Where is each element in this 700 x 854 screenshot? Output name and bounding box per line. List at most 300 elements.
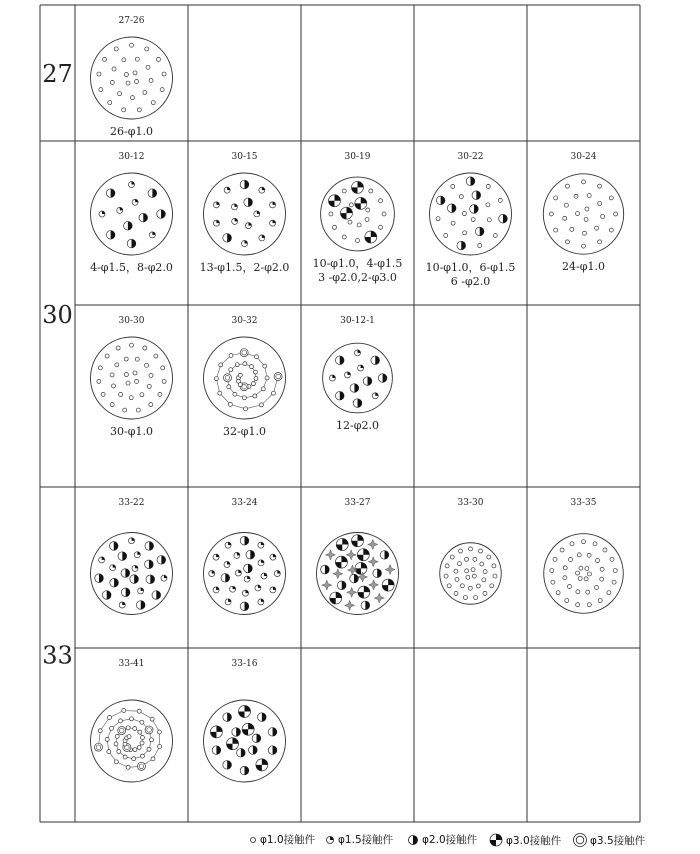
- legend-item-phi2.0: [406, 832, 477, 847]
- layout-id-label: 33-22: [118, 498, 145, 508]
- contact-a: [612, 580, 616, 584]
- contact-d: [330, 592, 342, 604]
- contact-a: [563, 216, 567, 220]
- contact-c: [106, 189, 115, 198]
- contact-e: [223, 374, 231, 382]
- contact-a: [487, 555, 491, 559]
- contact-a: [560, 548, 564, 552]
- contact-c: [337, 581, 346, 590]
- contact-a: [119, 392, 123, 396]
- contact-a: [143, 90, 147, 94]
- contact-a: [132, 757, 136, 761]
- contact-a: [105, 737, 109, 741]
- contact-c: [109, 542, 118, 551]
- contact-b: [355, 350, 361, 356]
- contact-c: [268, 746, 277, 755]
- contact-a: [158, 744, 162, 748]
- phi3.0-contact-icon: [488, 832, 504, 848]
- contact-c: [371, 356, 380, 365]
- contact-a: [97, 72, 101, 76]
- layout-cell-30-22: [426, 152, 516, 288]
- contact-a: [103, 57, 107, 61]
- contact-a: [460, 584, 464, 588]
- contact-c: [244, 564, 253, 573]
- contact-a: [229, 354, 233, 358]
- contact-b: [138, 588, 144, 594]
- contact-a: [570, 227, 574, 231]
- contact-a: [135, 79, 139, 83]
- contact-a: [161, 366, 165, 370]
- contact-a: [238, 373, 242, 377]
- contact-a: [458, 549, 462, 553]
- connector-face: [440, 543, 502, 605]
- phi1.5-contact-icon: [324, 834, 336, 846]
- contact-a: [551, 580, 555, 584]
- contact-c: [223, 234, 232, 243]
- contact-b: [213, 587, 219, 593]
- contact-a: [143, 346, 147, 350]
- layout-id-label: 30-12: [118, 152, 145, 162]
- contact-a: [108, 101, 112, 105]
- contact-a: [146, 65, 150, 69]
- contact-a: [587, 194, 591, 198]
- contact-a: [457, 562, 461, 566]
- contact-a: [564, 203, 568, 207]
- contact-a: [253, 370, 257, 374]
- contact-a: [459, 195, 463, 199]
- contact-caption: 3 -φ2.0,2-φ3.0: [318, 270, 397, 284]
- contact-a: [227, 385, 231, 389]
- contact-b: [261, 573, 267, 579]
- contact-a: [550, 569, 554, 573]
- contact-a: [123, 408, 127, 412]
- contact-a: [135, 379, 139, 383]
- contact-a: [145, 363, 149, 367]
- contact-b: [345, 372, 351, 378]
- contact-caption: 10-φ1.0，6-φ1.5: [425, 261, 516, 274]
- contact-a: [556, 591, 560, 595]
- contact-a: [486, 184, 490, 188]
- phi3.5-contact-icon: [572, 832, 588, 848]
- contact-a: [582, 244, 586, 248]
- contact-c: [118, 552, 127, 561]
- contact-a: [110, 726, 114, 730]
- contact-a: [587, 553, 591, 557]
- contact-d: [242, 723, 254, 735]
- contact-a: [129, 396, 133, 400]
- contact-a: [486, 203, 490, 207]
- contact-a: [483, 570, 487, 574]
- contact-b: [329, 375, 335, 381]
- contact-a: [369, 189, 373, 193]
- contact-c: [268, 728, 277, 737]
- contact-a: [140, 741, 144, 745]
- contact-c: [466, 177, 475, 186]
- contact-a: [124, 373, 128, 377]
- contact-a: [149, 78, 153, 82]
- layout-id-label: 33-35: [570, 498, 597, 508]
- contact-d: [355, 562, 367, 574]
- contact-a: [575, 212, 579, 216]
- contact-c: [130, 575, 139, 584]
- contact-c: [470, 205, 479, 214]
- contact-caption: 26-φ1.0: [110, 125, 153, 138]
- contact-a: [254, 355, 258, 359]
- contact-a: [570, 542, 574, 546]
- contact-c: [110, 578, 119, 587]
- contact-a: [214, 377, 218, 381]
- contact-a: [145, 47, 149, 51]
- contact-a: [596, 559, 600, 563]
- contact-a: [133, 748, 137, 752]
- contact-c: [223, 713, 232, 722]
- contact-b: [132, 199, 138, 205]
- contact-a: [250, 365, 254, 369]
- connector-face: [544, 534, 624, 614]
- contact-d: [352, 535, 364, 547]
- contact-a: [332, 225, 336, 229]
- contact-a: [147, 747, 151, 751]
- contact-a: [348, 220, 352, 224]
- contact-a: [600, 567, 604, 571]
- connector-face: [91, 700, 173, 782]
- contact-a: [582, 540, 586, 544]
- contact-a: [601, 214, 605, 218]
- contact-a: [122, 708, 126, 712]
- contact-a: [154, 354, 158, 358]
- contact-a: [447, 584, 451, 588]
- contact-b: [230, 586, 236, 592]
- contact-a: [482, 578, 486, 582]
- contact-a: [140, 754, 144, 758]
- contact-c: [237, 748, 246, 757]
- layout-cell-27-26: [91, 16, 173, 138]
- contact-a: [110, 80, 114, 84]
- contact-a: [101, 392, 105, 396]
- contact-a: [577, 553, 581, 557]
- contact-a: [124, 357, 128, 361]
- contact-a: [444, 574, 448, 578]
- contact-a: [469, 547, 473, 551]
- contact-a: [108, 715, 112, 719]
- contact-b: [372, 393, 378, 399]
- contact-c: [145, 560, 154, 569]
- size-group-label: 30: [42, 301, 73, 329]
- contact-b: [129, 538, 135, 544]
- layout-cell-33-30: [440, 498, 502, 604]
- contact-a: [366, 208, 370, 212]
- contact-a: [117, 749, 121, 753]
- layout-cell-30-15: [200, 152, 290, 274]
- contact-caption: 6 -φ2.0: [450, 275, 491, 288]
- contact-c: [240, 180, 249, 189]
- contact-a: [151, 757, 155, 761]
- contact-a: [115, 363, 119, 367]
- contact-b: [254, 211, 260, 217]
- contact-c: [212, 746, 221, 755]
- contact-a: [130, 43, 134, 47]
- contact-a: [218, 391, 222, 395]
- contact-a: [445, 564, 449, 568]
- contact-a: [493, 233, 497, 237]
- contact-b: [213, 554, 219, 560]
- contact-a: [578, 576, 582, 580]
- contact-a: [579, 566, 583, 570]
- contact-a: [462, 212, 466, 216]
- contact-a: [138, 730, 142, 734]
- contact-e: [118, 727, 126, 735]
- contact-a: [105, 354, 109, 358]
- contact-a: [554, 228, 558, 232]
- contact-a: [584, 577, 588, 581]
- contact-c: [223, 761, 232, 770]
- contact-b: [270, 587, 276, 593]
- contact-a: [133, 371, 137, 375]
- contact-a: [229, 368, 233, 372]
- contact-a: [133, 727, 137, 731]
- contact-a: [160, 88, 164, 92]
- contact-c: [127, 239, 136, 248]
- legend-item-phi3.0: [488, 832, 561, 848]
- connector-face: [91, 37, 173, 119]
- contact-a: [466, 575, 470, 579]
- contact-a: [613, 569, 617, 573]
- contact-c: [95, 574, 104, 583]
- contact-a: [479, 549, 483, 553]
- contact-a: [126, 81, 130, 85]
- contact-a: [162, 379, 166, 383]
- contact-d: [210, 726, 222, 738]
- legend-item-phi1.5: [324, 832, 393, 847]
- contact-a: [110, 373, 114, 377]
- contact-d: [382, 579, 394, 591]
- contact-a: [574, 194, 578, 198]
- legend-label: φ2.0接触件: [422, 834, 478, 846]
- contact-a: [253, 394, 257, 398]
- contact-b: [132, 565, 138, 571]
- contact-a: [454, 569, 458, 573]
- contact-a: [565, 240, 569, 244]
- contact-c: [244, 198, 253, 207]
- contact-a: [607, 591, 611, 595]
- contact-d: [239, 705, 251, 717]
- contact-a: [259, 403, 263, 407]
- contact-a: [265, 376, 269, 380]
- contact-b: [213, 220, 219, 226]
- contact-c: [152, 591, 161, 600]
- contact-a: [598, 599, 602, 603]
- contact-a: [157, 730, 161, 734]
- contact-a: [465, 569, 469, 573]
- contact-e: [145, 726, 153, 734]
- contact-a: [492, 564, 496, 568]
- contact-a: [600, 577, 604, 581]
- phi2.0-contact-icon: [406, 833, 420, 847]
- contact-caption: 24-φ1.0: [562, 260, 605, 274]
- contact-b: [213, 202, 219, 208]
- layout-cell-30-12-1: [323, 316, 393, 432]
- contact-c: [249, 746, 258, 755]
- contact-d: [227, 738, 239, 750]
- contact-a: [140, 393, 144, 397]
- contact-b: [270, 220, 276, 226]
- contact-a: [598, 240, 602, 244]
- contact-a: [156, 57, 160, 61]
- contact-b: [258, 542, 264, 548]
- contact-b: [244, 576, 250, 582]
- contact-c: [335, 356, 344, 365]
- contact-a: [342, 235, 346, 239]
- contact-c: [102, 591, 111, 600]
- contact-a: [436, 217, 440, 221]
- contact-b: [149, 232, 155, 238]
- connector-face: [91, 337, 173, 419]
- contact-a: [472, 574, 476, 578]
- legend-label: φ1.0接触件: [260, 834, 316, 846]
- layout-id-label: 30-30: [118, 316, 145, 326]
- layout-id-label: 30-24: [570, 152, 597, 162]
- contact-a: [99, 88, 103, 92]
- connector-face: [543, 174, 623, 254]
- contact-b: [234, 552, 240, 558]
- contact-a: [587, 603, 591, 607]
- layout-id-label: 30-32: [231, 316, 258, 326]
- layout-id-label: 27-26: [118, 16, 145, 26]
- contact-a: [490, 584, 494, 588]
- contact-a: [594, 586, 598, 590]
- legend-label: φ3.0接触件: [506, 834, 562, 847]
- layout-cell-30-19: [313, 152, 403, 284]
- contact-a: [480, 562, 484, 566]
- contact-b: [224, 562, 230, 568]
- contact-b: [259, 187, 265, 193]
- contact-c: [353, 399, 362, 408]
- contact-a: [149, 373, 153, 377]
- contact-a: [149, 403, 153, 407]
- contact-b: [209, 571, 215, 577]
- contact-a: [584, 217, 588, 221]
- contact-a: [444, 233, 448, 237]
- contact-c: [436, 196, 445, 205]
- layout-id-label: 30-12-1: [340, 316, 375, 326]
- layout-id-label: 30-19: [344, 152, 371, 162]
- contact-a: [349, 203, 353, 207]
- contact-a: [478, 243, 482, 247]
- contact-a: [151, 101, 155, 105]
- layout-cell-33-41: [91, 659, 173, 782]
- contact-d: [365, 231, 377, 243]
- contact-c: [361, 601, 370, 610]
- contact-a: [140, 735, 144, 739]
- contact-a: [567, 584, 571, 588]
- contact-a: [379, 199, 383, 203]
- contact-c: [157, 210, 166, 219]
- contact-b: [358, 365, 364, 371]
- layout-cell-33-24: [204, 498, 286, 615]
- contact-d: [357, 549, 369, 561]
- contact-c: [145, 542, 154, 551]
- contact-c: [121, 569, 130, 578]
- contact-a: [576, 571, 580, 575]
- contact-a: [133, 71, 137, 75]
- contact-a: [126, 381, 130, 385]
- contact-a: [365, 218, 369, 222]
- contact-a: [114, 47, 118, 51]
- layout-id-label: 33-24: [231, 498, 258, 508]
- contact-a: [585, 567, 589, 571]
- contact-a: [585, 207, 589, 211]
- contact-a: [563, 566, 567, 570]
- contact-a: [112, 67, 116, 71]
- contact-b: [235, 570, 241, 576]
- contact-a: [569, 557, 573, 561]
- contact-a: [587, 572, 591, 576]
- contact-a: [235, 363, 239, 367]
- layout-id-label: 33-41: [118, 659, 145, 669]
- contact-c: [499, 214, 508, 223]
- layout-id-label: 30-15: [231, 152, 258, 162]
- contact-c: [157, 556, 166, 565]
- contact-d: [358, 586, 370, 598]
- contact-d: [352, 181, 364, 193]
- contact-c: [146, 575, 155, 584]
- contact-c: [457, 241, 466, 250]
- contact-a: [603, 548, 607, 552]
- contact-a: [147, 384, 151, 388]
- contact-a: [565, 599, 569, 603]
- contact-c: [475, 227, 484, 236]
- contact-a: [124, 73, 128, 77]
- contact-a: [242, 396, 246, 400]
- contact-a: [140, 720, 144, 724]
- contact-a: [474, 596, 478, 600]
- contact-a: [487, 218, 491, 222]
- contact-a: [595, 226, 599, 230]
- contact-c: [121, 588, 130, 597]
- contact-a: [233, 392, 237, 396]
- contact-a: [471, 568, 475, 572]
- contact-c: [335, 391, 344, 400]
- contact-c: [380, 551, 389, 560]
- contact-a: [111, 384, 115, 388]
- contact-b: [99, 557, 105, 563]
- contact-a: [107, 750, 111, 754]
- layout-cell-30-32: [204, 316, 286, 438]
- contact-e: [274, 373, 282, 381]
- contact-c: [240, 536, 249, 545]
- contact-c: [232, 728, 241, 737]
- contact-c: [321, 565, 330, 574]
- contact-a: [130, 717, 134, 721]
- contact-a: [263, 364, 267, 368]
- contact-a: [451, 221, 455, 225]
- contact-a: [162, 72, 166, 76]
- contact-c: [258, 713, 267, 722]
- contact-a: [463, 596, 467, 600]
- contact-a: [254, 376, 258, 380]
- contact-d: [336, 538, 348, 550]
- connector-face: [91, 533, 173, 615]
- contact-c: [373, 569, 382, 578]
- contact-a: [493, 574, 497, 578]
- layout-cell-33-27: [317, 498, 399, 615]
- contact-a: [136, 408, 140, 412]
- contact-a: [465, 557, 469, 561]
- contact-a: [127, 735, 131, 739]
- contact-a: [483, 591, 487, 595]
- contact-caption: 13-φ1.5，2-φ2.0: [199, 261, 290, 274]
- contact-a: [271, 391, 275, 395]
